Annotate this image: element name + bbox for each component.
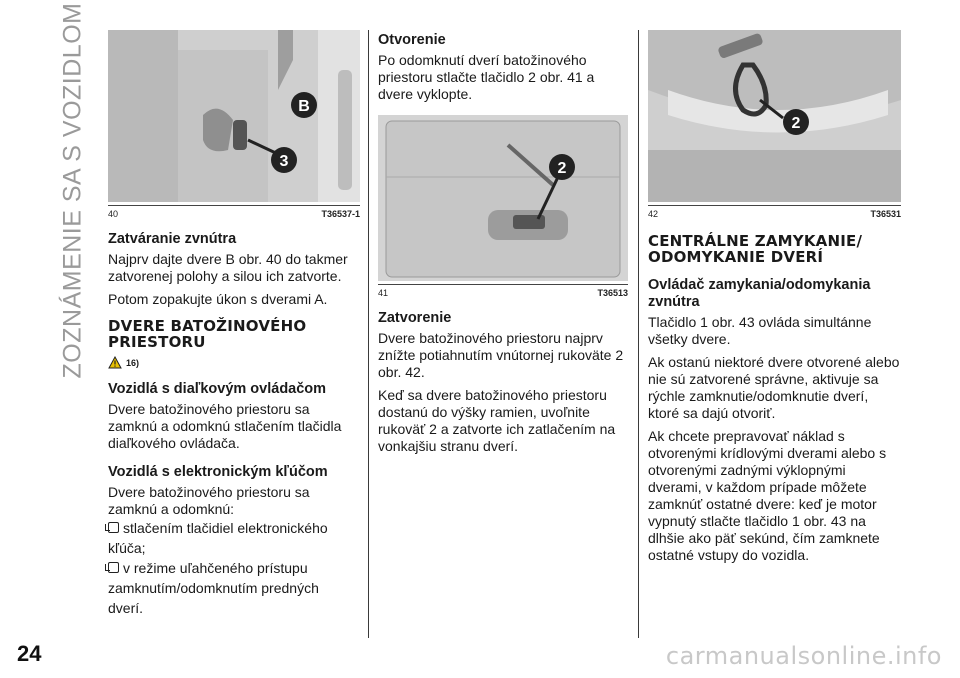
paragraph: Ak ostanú niektoré dvere otvorené alebo nie sú zatvorené správne, aktivuje sa rýchle zamknutie/odomknutie dverí, ktoré sa dajú otvoriť. bbox=[648, 354, 900, 421]
heading-line: PRIESTORU bbox=[108, 333, 206, 351]
paragraph: Dvere batožinového priestoru sa zamknú a odomknú: bbox=[108, 484, 310, 517]
section-title bbox=[58, 2, 88, 378]
figure-41-illustration bbox=[378, 115, 628, 281]
section-heading-central-locking bbox=[648, 233, 901, 265]
callout-3-label: 3 bbox=[279, 153, 289, 170]
heading-inside-close: Zatváranie zvnútra bbox=[108, 231, 237, 247]
paragraph: Tlačidlo 1 obr. 43 ovláda simultánne všetky dvere. bbox=[648, 314, 872, 347]
figure-42-illustration bbox=[648, 30, 901, 202]
callout-b-label: B bbox=[298, 98, 310, 115]
list-item-text: zamknutím/odomknutím predných bbox=[108, 580, 319, 596]
callout-2-label: 2 bbox=[791, 115, 801, 132]
heading-line: ODOMYKANIE DVERÍ bbox=[648, 248, 824, 266]
column-divider bbox=[368, 30, 369, 638]
figure-number: 41 bbox=[378, 288, 389, 298]
list-item-text: v režime uľahčeného prístupu bbox=[123, 560, 308, 576]
checkmark-icon bbox=[108, 522, 119, 533]
heading-close: Zatvorenie bbox=[378, 310, 452, 326]
column-3 bbox=[648, 30, 901, 570]
paragraph: Po odomknutí dverí batožinového priestoru stlačte tlačidlo 2 obr. 41 a dvere vyklopte. bbox=[378, 52, 595, 102]
paragraph: Ak chcete prepravovať náklad s otvorenými krídlovými dverami alebo s otvorenými zadnými výklopnými dverami, v každom prípade môžete zamknúť ostatné dvere: keď je motor vypnutý stlačte tlačidlo 1 obr. 43 na dlhšie ako päť sekúnd, čím zamknete ostatné vstupy do vozidla. bbox=[648, 428, 887, 563]
paragraph: Potom zopakujte úkon s dverami A. bbox=[108, 291, 328, 307]
figure-number: 42 bbox=[648, 209, 659, 219]
page-number: 24 bbox=[17, 641, 42, 666]
figure-number: 40 bbox=[108, 209, 119, 219]
figure-code: T36531 bbox=[870, 209, 901, 219]
column-2 bbox=[378, 30, 628, 461]
warning-reference bbox=[108, 356, 360, 369]
figure-41 bbox=[378, 115, 628, 281]
list-item bbox=[108, 518, 360, 558]
figure-40-caption bbox=[108, 205, 360, 219]
figure-40-illustration bbox=[108, 30, 360, 202]
paragraph: Keď sa dvere batožinového priestoru dostanú do výšky ramien, uvoľnite rukoväť 2 a zatvorte ich zatlačením na vonkajšiu stranu dverí. bbox=[378, 387, 616, 454]
heading-open: Otvorenie bbox=[378, 32, 446, 48]
heading-lock-control: Ovládač zamykania/odomykania zvnútra bbox=[648, 277, 871, 310]
list-item bbox=[108, 558, 360, 618]
warning-ref-number: 16) bbox=[126, 357, 140, 368]
warning-icon bbox=[108, 356, 122, 369]
figure-code: T36513 bbox=[597, 288, 628, 298]
heading-remote: Vozidlá s diaľkovým ovládačom bbox=[108, 381, 327, 397]
figure-41-caption bbox=[378, 284, 628, 298]
figure-42-caption bbox=[648, 205, 901, 219]
column-divider bbox=[638, 30, 639, 638]
heading-electronic-key: Vozidlá s elektronickým kľúčom bbox=[108, 464, 328, 480]
watermark: carmanualsonline.info bbox=[665, 642, 942, 670]
section-title-text: ZOZNÁMENIE SA S VOZIDLOM bbox=[58, 2, 87, 378]
column-1 bbox=[108, 30, 360, 618]
checkmark-icon bbox=[108, 562, 119, 573]
heading-line: CENTRÁLNE ZAMYKANIE/ bbox=[648, 232, 863, 250]
figure-code: T36537-1 bbox=[321, 209, 360, 219]
figure-42 bbox=[648, 30, 901, 202]
paragraph: Dvere batožinového priestoru sa zamknú a odomknú stlačením tlačidla diaľkového ovládača. bbox=[108, 401, 342, 451]
list-item-text: stlačením tlačidiel elektronického bbox=[123, 520, 328, 536]
paragraph: Najprv dajte dvere B obr. 40 do takmer zatvorenej polohy a silou ich zatvorte. bbox=[108, 251, 348, 284]
section-heading-trunk bbox=[108, 318, 360, 350]
callout-2-label: 2 bbox=[557, 160, 567, 177]
figure-40 bbox=[108, 30, 360, 202]
paragraph: Dvere batožinového priestoru najprv znížte potiahnutím vnútornej rukoväte 2 obr. 42. bbox=[378, 330, 624, 380]
heading-line: DVERE BATOŽINOVÉHO bbox=[108, 317, 307, 335]
list-item-text: dverí. bbox=[108, 600, 144, 616]
list-item-text: kľúča; bbox=[108, 540, 146, 556]
